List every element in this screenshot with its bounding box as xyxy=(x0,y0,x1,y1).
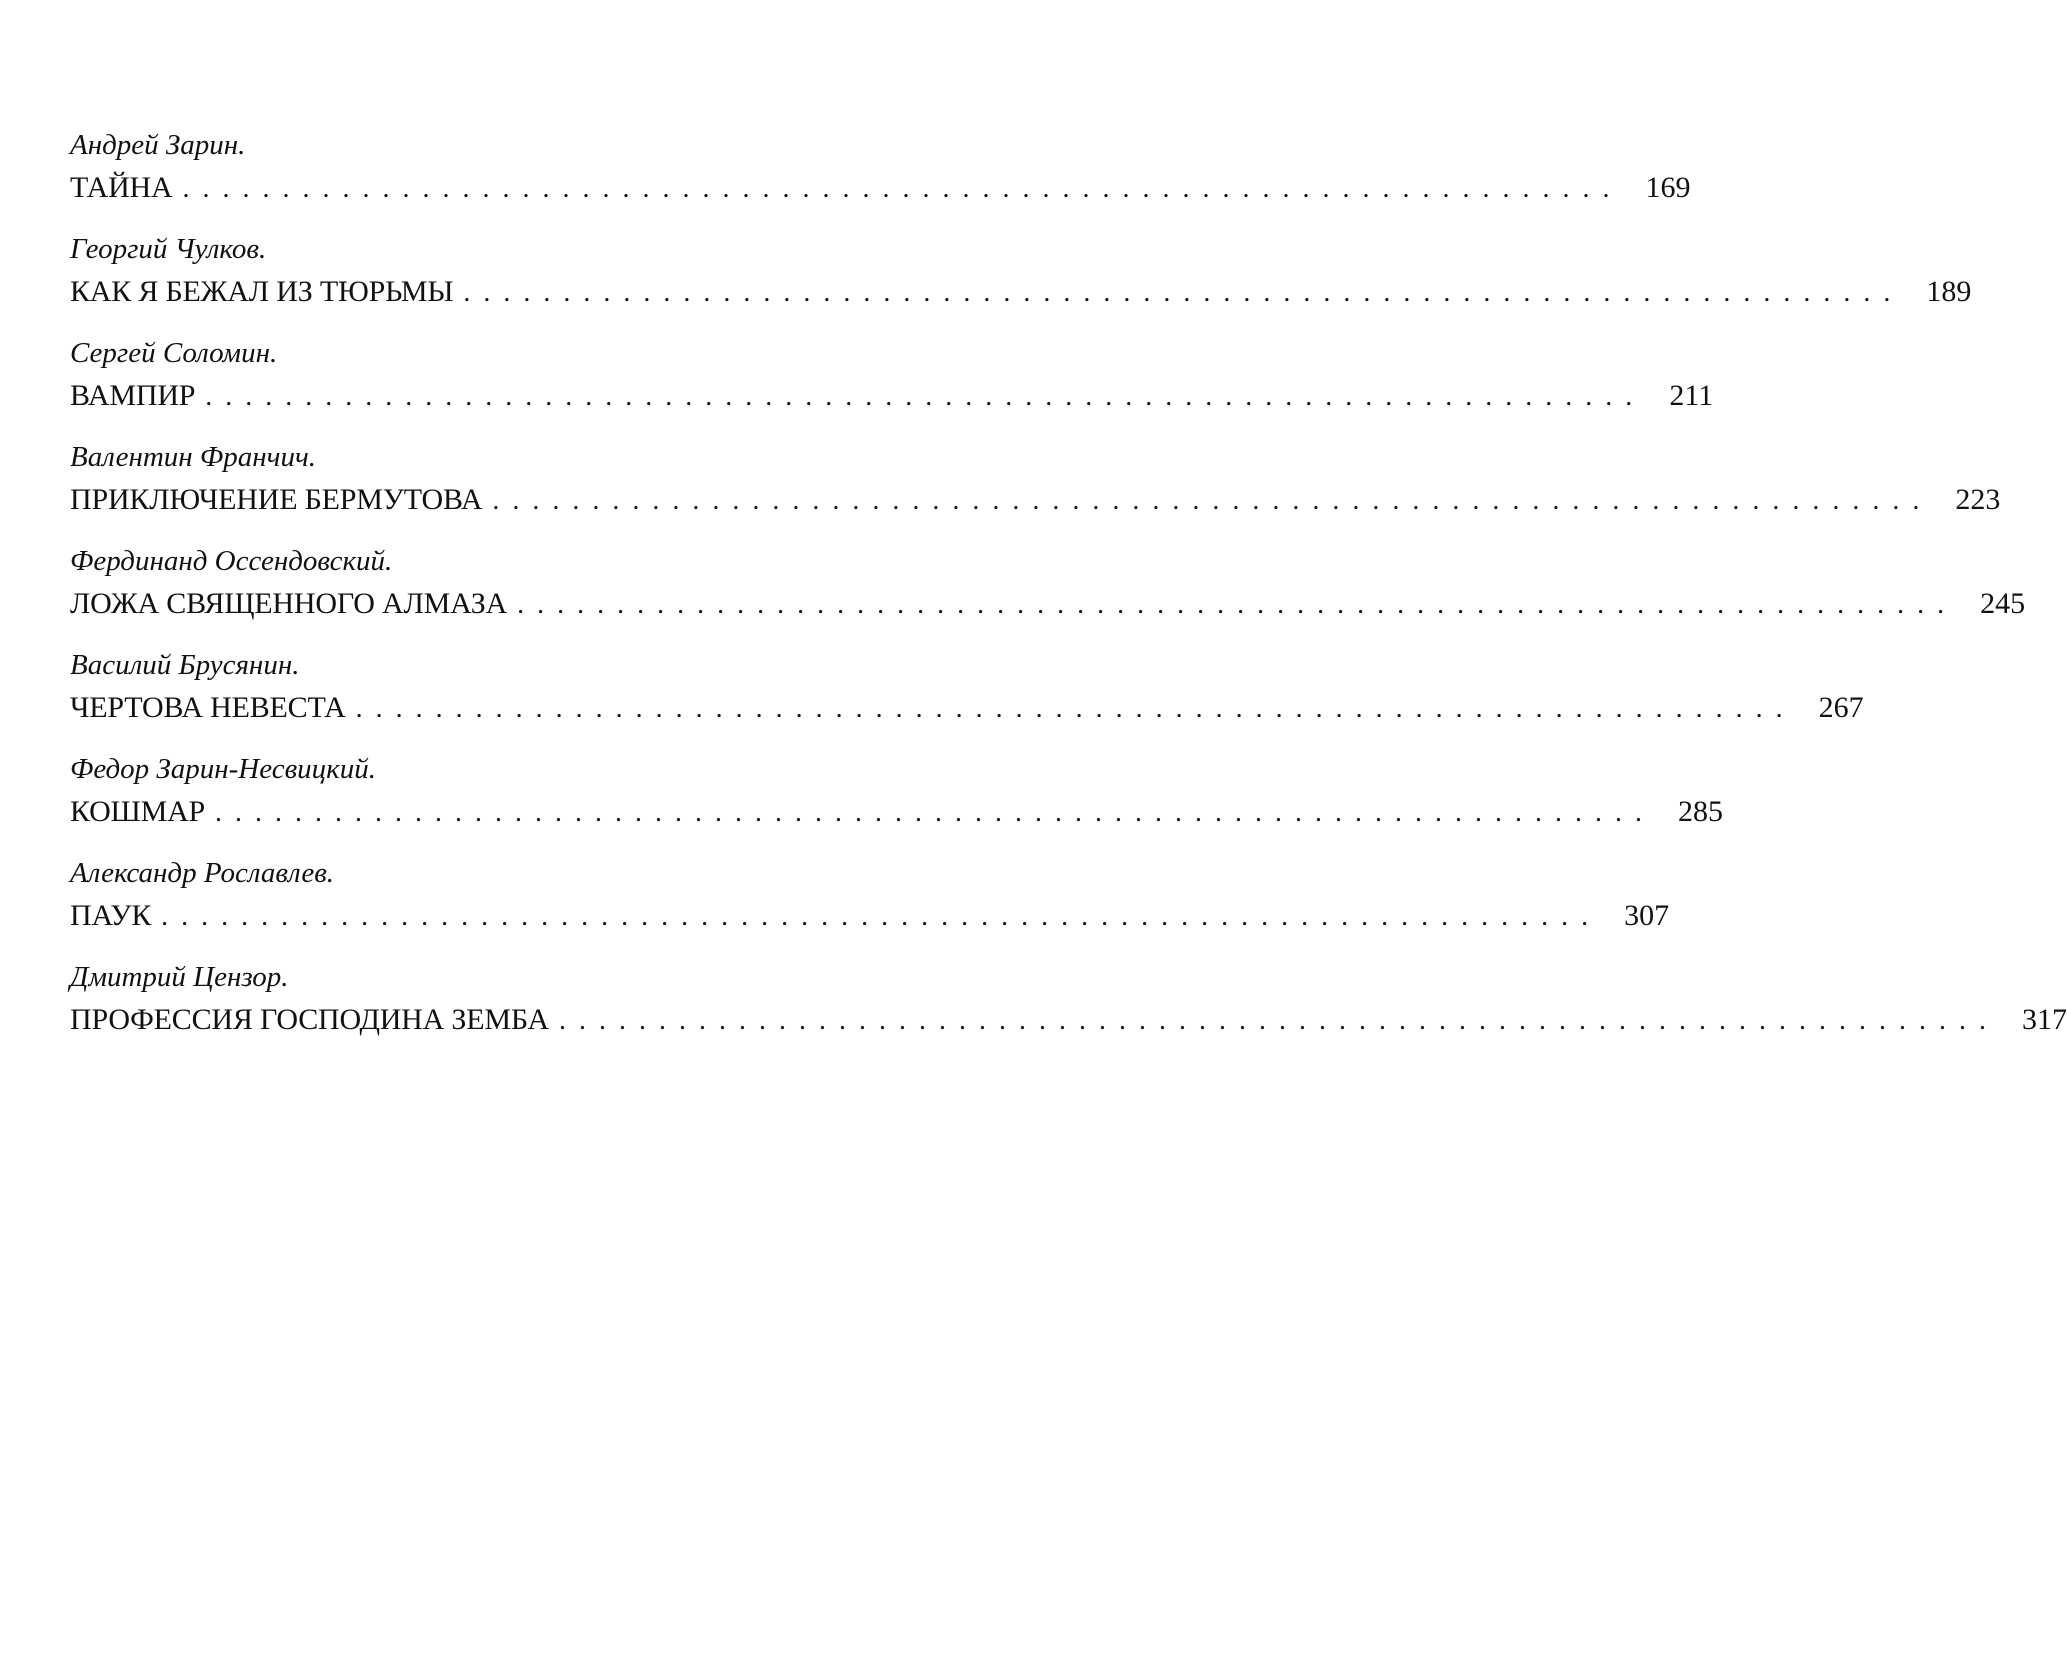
dot-leader: ........................................................................ xyxy=(463,277,1904,308)
entry-title: ЛОЖА СВЯЩЕННОГО АЛМАЗА xyxy=(70,587,508,620)
entry-page-number: 169 xyxy=(1645,171,1691,204)
entry-title: ТАЙНА xyxy=(70,171,173,204)
table-of-contents xyxy=(70,128,2067,1064)
entry-title: КАК Я БЕЖАЛ ИЗ ТЮРЬМЫ xyxy=(70,275,454,308)
entry-author: Александр Рославлев. xyxy=(70,857,335,889)
entry-page-number: 211 xyxy=(1669,379,1714,412)
entry-title-line xyxy=(70,378,1714,414)
dot-leader: ........................................................................ xyxy=(355,693,1796,724)
entry-page-number: 245 xyxy=(1980,587,2026,620)
entry-title: КОШМАР xyxy=(70,795,206,828)
toc-entry xyxy=(70,440,2001,544)
entry-title: ЧЕРТОВА НЕВЕСТА xyxy=(70,691,346,724)
entry-title: ПРИКЛЮЧЕНИЕ БЕРМУТОВА xyxy=(70,483,483,516)
entry-title: ВАМПИР xyxy=(70,379,196,412)
entry-page-number: 189 xyxy=(1926,275,1972,308)
entry-author: Андрей Зарин. xyxy=(70,129,246,161)
toc-entry xyxy=(70,544,2026,648)
dot-leader: ........................................................................ xyxy=(517,589,1958,620)
entry-page-number: 285 xyxy=(1678,795,1724,828)
toc-entry xyxy=(70,752,1724,856)
toc-entry xyxy=(70,960,2067,1064)
entry-page-number: 223 xyxy=(1955,483,2001,516)
entry-author: Дмитрий Цензор. xyxy=(70,961,289,993)
entry-author: Валентин Франчич. xyxy=(70,441,317,473)
dot-leader: ........................................................................ xyxy=(492,485,1933,516)
entry-author: Георгий Чулков. xyxy=(70,233,267,265)
entry-title: ПАУК xyxy=(70,899,152,932)
entry-title-line xyxy=(70,586,2026,622)
entry-author: Василий Брусянин. xyxy=(70,649,300,681)
toc-entry xyxy=(70,128,1691,232)
entry-title-line xyxy=(70,898,1670,934)
toc-entry xyxy=(70,336,1714,440)
dot-leader: ........................................................................ xyxy=(182,173,1623,204)
toc-entry xyxy=(70,648,1864,752)
entry-title-line xyxy=(70,482,2001,518)
entry-author: Федор Зарин-Несвицкий. xyxy=(70,753,377,785)
entry-page-number: 317 xyxy=(2021,1003,2067,1036)
entry-title-line xyxy=(70,170,1691,206)
dot-leader: ........................................................................ xyxy=(205,381,1646,412)
entry-author: Сергей Соломин. xyxy=(70,337,278,369)
entry-author: Фердинанд Оссендовский. xyxy=(70,545,393,577)
toc-entry xyxy=(70,232,1972,336)
entry-title-line xyxy=(70,794,1724,830)
dot-leader: ........................................................................ xyxy=(215,797,1656,828)
entry-page-number: 267 xyxy=(1818,691,1864,724)
entry-title: ПРОФЕССИЯ ГОСПОДИНА ЗЕМБА xyxy=(70,1003,549,1036)
dot-leader: ........................................................................ xyxy=(558,1005,1999,1036)
toc-entry xyxy=(70,856,1670,960)
entry-title-line xyxy=(70,274,1972,310)
entry-title-line xyxy=(70,1002,2067,1038)
entry-page-number: 307 xyxy=(1624,899,1670,932)
entry-title-line xyxy=(70,690,1864,726)
dot-leader: ........................................................................ xyxy=(161,901,1602,932)
